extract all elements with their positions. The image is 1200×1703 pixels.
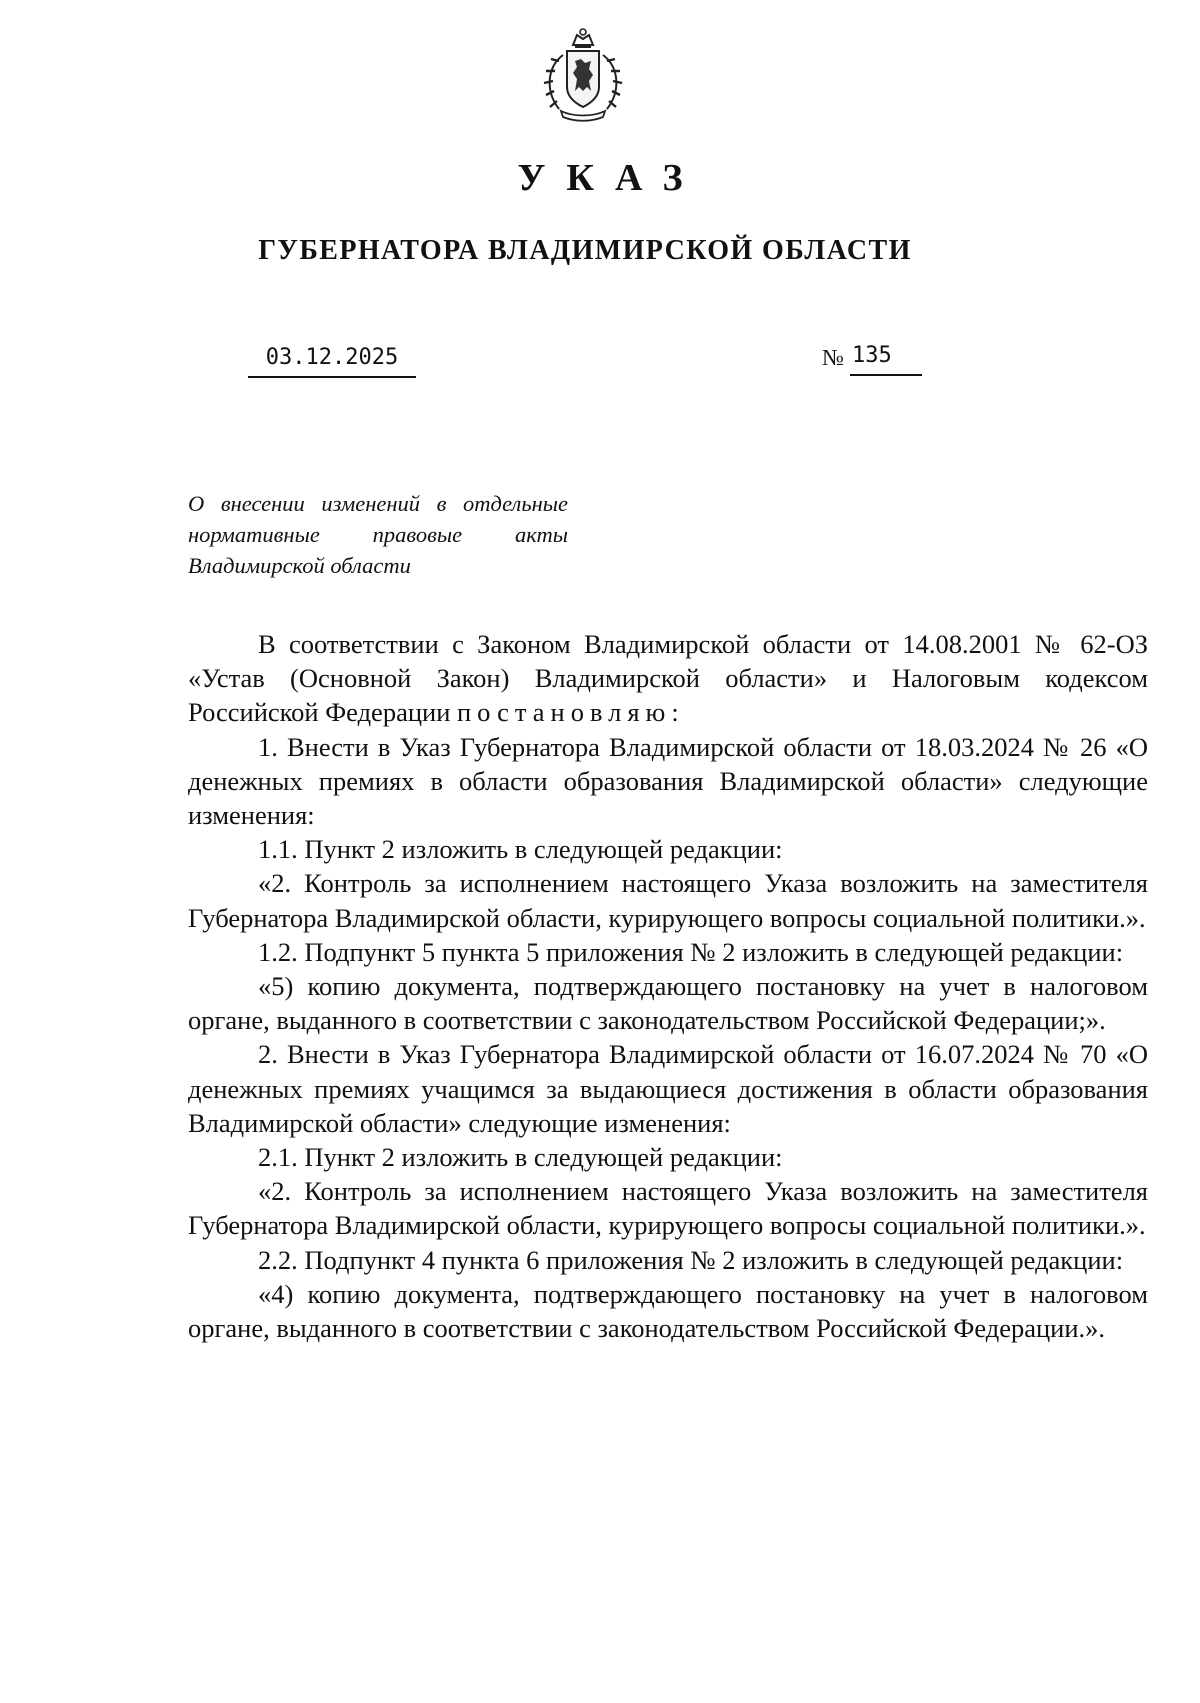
document-body <box>188 627 1148 1345</box>
body-paragraph: «2. Контроль за исполнением настоящего Указа возложить на заместителя Губернатора Владимирской области, курирующего вопросы социальной политики.». <box>188 1176 1148 1241</box>
body-paragraph: 2. Внести в Указ Губернатора Владимирской области от 16.07.2024 № 70 «О денежных премиях учащимся за выдающиеся достижения в области образования Владимирской области» следующие изменения: <box>188 1039 1148 1138</box>
body-paragraph: «4) копию документа, подтверждающего постановку на учет в налоговом органе, выданного в соответствии с законодательством Российской Федерации.». <box>188 1278 1148 1344</box>
document-number-block <box>822 343 922 376</box>
heading-line: О внесении изменений в отдельные <box>188 491 568 516</box>
body-paragraph: 1.2. Подпункт 5 пункта 5 приложения № 2 изложить в следующей редакции: <box>258 936 1124 967</box>
document-date: 03.12.2025 <box>248 343 416 378</box>
body-paragraph: 1.1. Пункт 2 изложить в следующей редакции: <box>258 834 783 865</box>
heading-line: Владимирской области <box>188 553 411 578</box>
document-title: УКАЗ <box>517 157 704 199</box>
number-sign: № <box>822 345 844 370</box>
body-paragraph: «5) копию документа, подтверждающего постановку на учет в налоговом органе, выданного в соответствии с законодательством Российской Федерации;». <box>188 971 1148 1036</box>
vladimir-region-coat-of-arms-icon <box>537 25 629 123</box>
preamble-paragraph <box>188 627 1148 730</box>
document-number: 135 <box>850 341 922 376</box>
body-paragraph: «2. Контроль за исполнением настоящего Указа возложить на заместителя Губернатора Владимирской области, курирующего вопросы социальной политики.». <box>188 868 1148 933</box>
document-heading <box>188 488 568 581</box>
preamble-text: В соответствии с Законом Владимирской области от 14.08.2001 № 62-ОЗ «Устав (Основной Закон) Владимирской области» и Налоговым кодексом Российской Федерации <box>188 629 1148 728</box>
body-paragraph: 1. Внести в Указ Губернатора Владимирской области от 18.03.2024 № 26 «О денежных премиях в области образования Владимирской области» следующие изменения: <box>188 731 1148 831</box>
body-paragraph: 2.2. Подпункт 4 пункта 6 приложения № 2 изложить в следующей редакции: <box>258 1244 1124 1275</box>
body-paragraph: 2.1. Пункт 2 изложить в следующей редакции: <box>258 1142 783 1173</box>
heading-line: нормативные правовые акты <box>188 522 568 547</box>
document-subtitle: ГУБЕРНАТОРА ВЛАДИМИРСКОЙ ОБЛАСТИ <box>258 235 912 266</box>
preamble-keyword: постановляю: <box>457 697 685 728</box>
